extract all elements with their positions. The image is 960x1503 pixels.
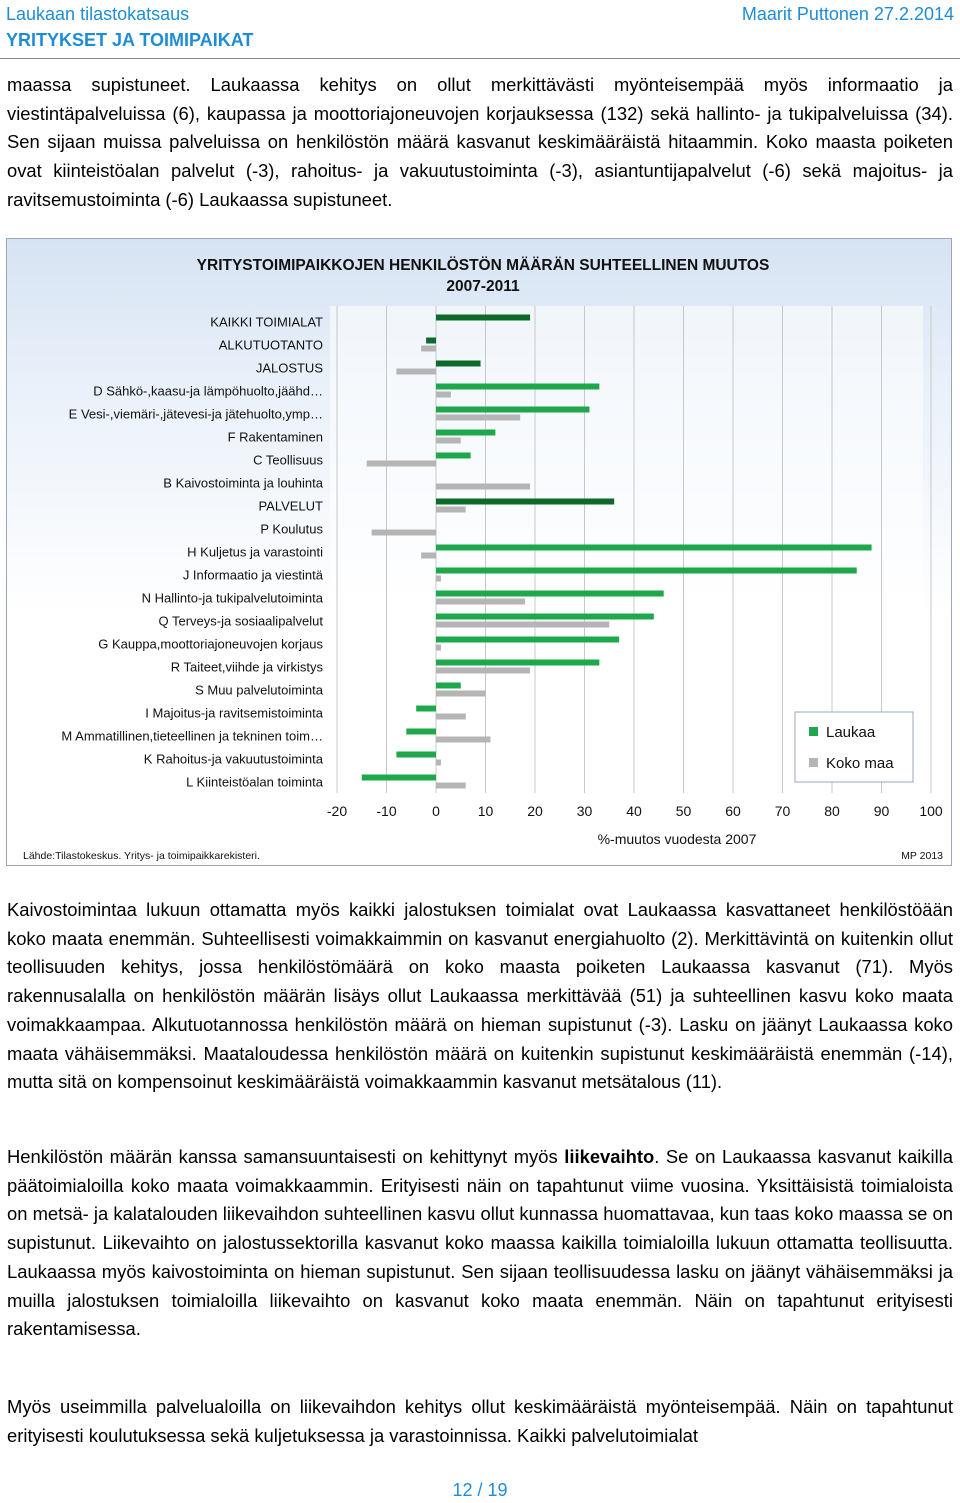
tick-labels <box>327 803 943 819</box>
x-tick-label: 20 <box>527 803 543 819</box>
legend <box>795 712 913 782</box>
report-title: Laukaan tilastokatsaus <box>6 4 190 24</box>
paragraph-text-2 <box>7 1143 953 1344</box>
chart-container <box>6 238 952 866</box>
bar-laukaa <box>436 545 872 551</box>
chart-subtitle: 2007-2011 <box>446 278 520 295</box>
category-label: K Rahoitus-ja vakuutustoiminta <box>143 751 323 767</box>
bar-laukaa <box>436 614 654 620</box>
chart-source: Lähde:Tilastokeskus. Yritys- ja toimipaikkarekisteri. <box>23 850 260 862</box>
category-label: G Kauppa,moottoriajoneuvojen korjaus <box>98 636 323 652</box>
bar-laukaa <box>436 453 471 459</box>
bar-laukaa <box>406 729 436 735</box>
x-tick-label: 40 <box>626 803 642 819</box>
category-label: R Taiteet,viihde ja virkistys <box>170 659 323 675</box>
bar-laukaa <box>362 775 436 781</box>
legend-label-koko-maa: Koko maa <box>826 755 894 772</box>
category-label: H Kuljetus ja varastointi <box>187 544 323 560</box>
intro-text: maassa supistuneet. Laukaassa kehitys on ollut merkittävästi myönteisempää myös informaatio ja viestintäpalveluissa (6), kaupassa ja moottoriajoneuvojen korjauksessa (132) sekä hallinto- ja tukipalveluissa (34). Sen sijaan muissa palveluissa on henkilöstön määrä kasvanut keskimääräistä hitaammin. Koko maasta poiketen ovat kiinteistöalan palvelut (-3), rahoitus- ja vakuutustoiminta (-3), asiantuntijapalvelut (-6) sekä majoitus- ja ravitsemustoiminta (-6) Laukaassa supistuneet. <box>7 74 953 210</box>
paragraph-2-end: . Se on Laukaassa kasvanut kaikilla päätoimialoilla koko maata voimakkaammin. Erityisesti näin on tapahtunut viime vuosina. Yksittäisistä toimialoista on metsä- ja kalatalouden liikevaihdon suhteellinen kasvu ollut kunnassa huomattavaa, kun taas koko maassa se on supistunut. Liikevaihto on jalostussektorilla kasvanut koko maassa kaikilla toimialoilla lukuun ottamatta teollisuutta. Laukaassa myös kaivostoiminta on hieman supistunut. Sen sijaan teollisuudessa lasku on jäänyt vähäisemmäksi ja muilla jalostuksen toimialoilla liikevaihto on kasvanut koko maata enemmän. Näin on tapahtunut erityisesti rakentamisessa. <box>7 1146 953 1340</box>
category-label: Q Terveys-ja sosiaalipalvelut <box>158 613 323 629</box>
page-header <box>6 4 954 52</box>
chart-credit: MP 2013 <box>901 850 943 862</box>
body-paragraph-1 <box>7 896 953 1097</box>
bar-laukaa <box>436 591 664 597</box>
legend-swatch-koko-maa <box>809 758 818 767</box>
bar-koko-maa <box>436 691 486 697</box>
bar-koko-maa <box>436 668 530 674</box>
x-tick-label: 0 <box>432 803 440 819</box>
bar-laukaa <box>416 706 436 712</box>
bar-laukaa <box>436 315 530 321</box>
category-label: E Vesi-,viemäri-,jätevesi-ja jätehuolto,ymp… <box>68 406 323 422</box>
legend-swatch-laukaa <box>809 727 818 736</box>
category-label: F Rakentaminen <box>227 429 323 445</box>
bar-laukaa <box>436 499 614 505</box>
bar-laukaa <box>436 430 495 436</box>
category-labels <box>61 315 323 790</box>
bar-laukaa <box>426 338 436 344</box>
bar-koko-maa <box>436 599 525 605</box>
bar-koko-maa <box>436 737 490 743</box>
author-date: Maarit Puttonen 27.2.2014 <box>741 4 954 24</box>
bar-koko-maa <box>421 346 436 352</box>
x-tick-label: 80 <box>824 803 840 819</box>
category-label: J Informaatio ja viestintä <box>182 567 323 583</box>
bar-laukaa <box>396 752 436 758</box>
category-label: B Kaivostoiminta ja louhinta <box>163 475 323 491</box>
bar-laukaa <box>436 361 481 367</box>
category-label: C Teollisuus <box>253 452 323 468</box>
bar-laukaa <box>436 407 589 413</box>
x-tick-label: -20 <box>326 803 348 819</box>
x-tick-label: 60 <box>725 803 741 819</box>
bar-chart <box>7 239 953 867</box>
category-label: ALKUTUOTANTO <box>218 337 323 353</box>
bar-koko-maa <box>436 645 441 651</box>
x-tick-label: 70 <box>774 803 791 819</box>
bar-koko-maa <box>436 484 530 490</box>
category-label: L Kiinteistöalan toiminta <box>186 774 323 790</box>
bar-koko-maa <box>372 530 436 536</box>
x-tick-label: -10 <box>376 803 397 819</box>
category-label: I Majoitus-ja ravitsemistoiminta <box>145 705 323 721</box>
bar-koko-maa <box>367 461 436 467</box>
category-label: P Koulutus <box>260 521 323 537</box>
paragraph-text: Kaivostoimintaa lukuun ottamatta myös kaikki jalostuksen toimialat ovat Laukaassa kasvattaneet henkilöstöään koko maata enemmän. Suhteellisesti voimakkaimmin on kasvanut energiahuolto (2). Merkittävintä on kuitenkin ollut teollisuuden kehitys, jossa henkilöstömäärä on koko maasta poiketen Laukaassa kasvanut (71). Myös rakennusalalla on henkilöstön määrän lisäys ollut Laukaassa merkittävää (51) ja suhteellinen kasvu koko maata voimakkaampaa. Alkutuotannossa henkilöstön määrä on hieman supistunut (-3). Lasku on jäänyt Laukaassa koko maata vähäisemmäksi. Maataloudessa henkilöstön määrä on kuitenkin supistunut keskimääräistä enemmän (-14), mutta sitä on kompensoinut keskimääräistä voimakkaammin kasvanut metsätalous (11). <box>7 899 953 1093</box>
bar-laukaa <box>436 384 599 390</box>
page-number: 12 / 19 <box>452 1480 508 1500</box>
bar-laukaa <box>436 683 461 689</box>
x-axis-label: %-muutos vuodesta 2007 <box>597 831 757 847</box>
keyword-liikevaihto: liikevaihto <box>564 1146 655 1167</box>
bar-koko-maa <box>421 553 436 559</box>
paragraph-2-start: Henkilöstön määrän kanssa samansuuntaisesti on kehittynyt myös <box>7 1146 565 1167</box>
bar-koko-maa <box>396 369 436 375</box>
bar-koko-maa <box>436 714 466 720</box>
bar-koko-maa <box>436 760 441 766</box>
category-label: M Ammatillinen,tieteellinen ja tekninen toim… <box>61 728 323 744</box>
x-tick-label: 50 <box>675 803 692 819</box>
body-paragraph-3 <box>7 1393 953 1450</box>
bar-koko-maa <box>436 783 466 789</box>
x-tick-label: 10 <box>477 803 494 819</box>
category-label: N Hallinto-ja tukipalvelutoiminta <box>141 590 323 606</box>
report-subtitle: YRITYKSET JA TOIMIPAIKAT <box>6 30 254 50</box>
category-label: JALOSTUS <box>255 360 323 376</box>
bar-koko-maa <box>436 507 466 513</box>
category-label: D Sähkö-,kaasu-ja lämpöhuolto,jäähd… <box>93 383 323 399</box>
bar-koko-maa <box>436 438 461 444</box>
category-label: PALVELUT <box>258 498 323 514</box>
bar-koko-maa <box>436 415 520 421</box>
legend-label-laukaa: Laukaa <box>826 724 876 741</box>
header-divider <box>0 58 960 59</box>
category-label: KAIKKI TOIMIALAT <box>210 314 323 330</box>
intro-paragraph <box>7 71 953 215</box>
paragraph-text-3: Myös useimmilla palvelualoilla on liikevaihdon kehitys ollut keskimääräistä myönteisempää. Näin on tapahtunut erityisesti koulutuksessa sekä kuljetuksessa ja varastoinnissa. Kaikki palvelutoimialat <box>7 1396 953 1446</box>
category-label: S Muu palvelutoiminta <box>195 682 323 698</box>
bar-laukaa <box>436 637 619 643</box>
body-paragraph-2 <box>7 1143 953 1344</box>
x-tick-label: 30 <box>576 803 593 819</box>
x-tick-label: 90 <box>873 803 890 819</box>
bar-laukaa <box>436 660 599 666</box>
x-tick-label: 100 <box>919 803 943 819</box>
chart-title: YRITYSTOIMIPAIKKOJEN HENKILÖSTÖN MÄÄRÄN SUHTEELLINEN MUUTOS <box>196 257 770 274</box>
bar-koko-maa <box>436 392 451 398</box>
bar-koko-maa <box>436 576 441 582</box>
bar-koko-maa <box>436 622 609 628</box>
bar-laukaa <box>436 568 857 574</box>
